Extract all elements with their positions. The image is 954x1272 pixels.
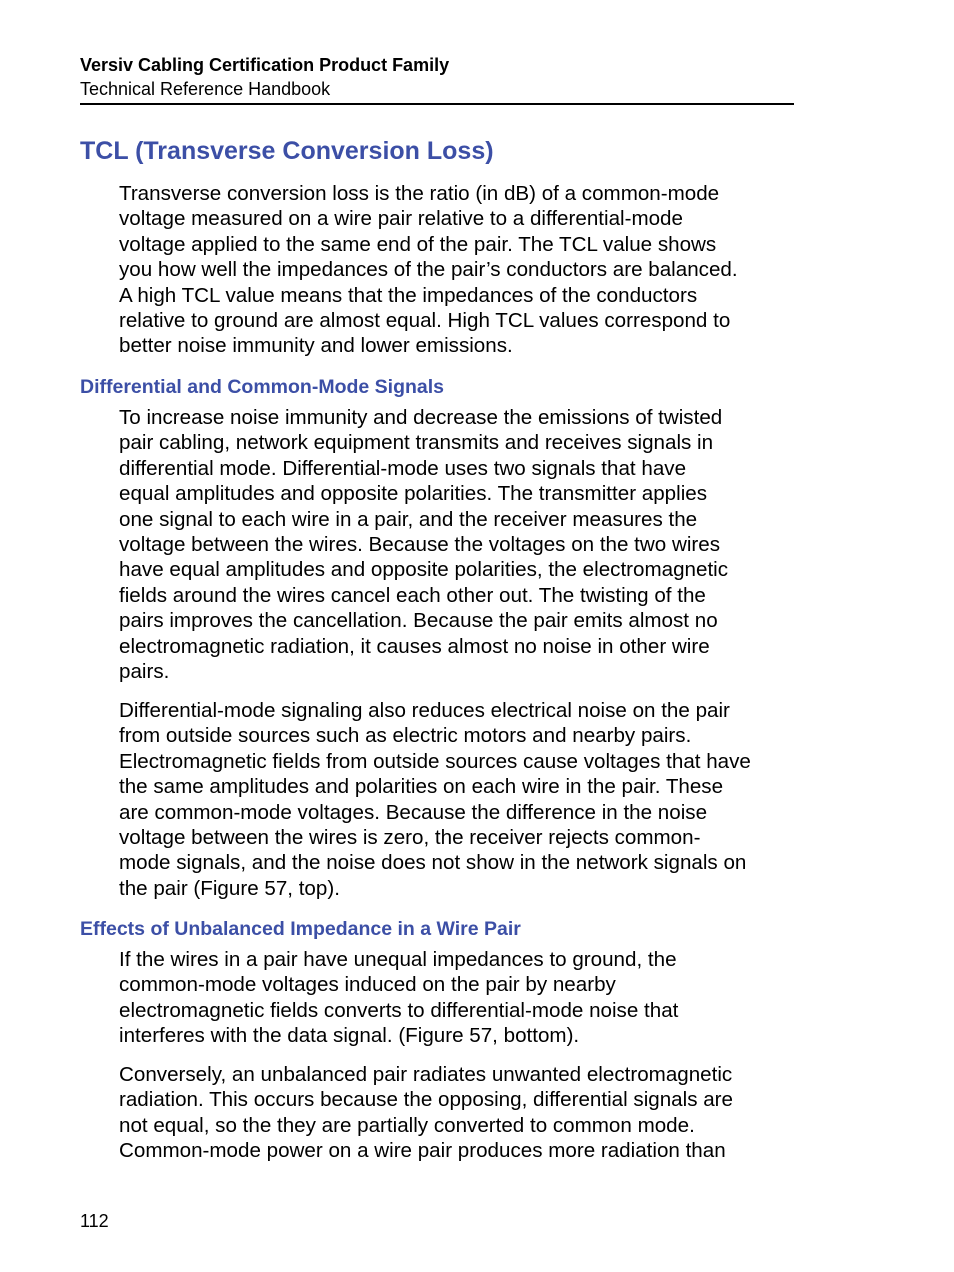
text-line: one signal to each wire in a pair, and the receiver measures the [119, 507, 698, 531]
header-subtitle: Technical Reference Handbook [80, 79, 331, 99]
text-line: Differential-mode signaling also reduces electrical noise on the pair [119, 699, 730, 722]
text-line: pairs. [119, 660, 170, 684]
text-line: Common-mode power on a wire pair produces more radiation than [119, 1139, 726, 1163]
text-line: A high TCL value means that the impedances of the conductors [119, 283, 698, 307]
text-line: voltage measured on a wire pair relative to a differential-mode [119, 207, 683, 231]
section-title: TCL (Transverse Conversion Loss) [80, 137, 494, 165]
running-header [80, 53, 794, 105]
page-number: 112 [80, 1211, 109, 1231]
subsection-heading-unbalanced: Effects of Unbalanced Impedance in a Wire Pair [80, 918, 521, 940]
text-line: the pair (Figure 57, top). [119, 876, 340, 900]
intro-paragraph [119, 181, 795, 359]
text-line: Electromagnetic fields from outside sources cause voltages that have [119, 749, 751, 773]
subsection-heading-differential: Differential and Common-Mode Signals [80, 376, 445, 398]
text-line: To increase noise immunity and decrease the emissions of twisted [119, 406, 723, 429]
text-line: from outside sources such as electric motors and nearby pairs. [119, 724, 692, 748]
unbalanced-paragraph-2 [119, 1062, 795, 1164]
text-line: pair cabling, network equipment transmits and receives signals in [119, 431, 714, 455]
text-line: pairs improves the cancellation. Because the pair emits almost no [119, 609, 718, 633]
text-line: electromagnetic radiation, it causes almost no noise in other wire [119, 634, 710, 658]
text-line: voltage applied to the same end of the pair. The TCL value shows [119, 232, 717, 256]
text-line: If the wires in a pair have unequal impedances to ground, the [119, 948, 677, 971]
text-line: relative to ground are almost equal. High TCL values correspond to [119, 309, 731, 333]
text-line: are common-mode voltages. Because the difference in the noise [119, 800, 708, 824]
text-line: fields around the wires cancel each other out. The twisting of the [119, 583, 706, 607]
text-line: Transverse conversion loss is the ratio (in dB) of a common-mode [119, 182, 720, 205]
text-line: you how well the impedances of the pair’s conductors are balanced. [119, 258, 738, 282]
text-line: mode signals, and the noise does not show in the network signals on [119, 851, 747, 875]
text-line: common-mode voltages induced on the pair by nearby [119, 973, 616, 997]
text-line: radiation. This occurs because the opposing, differential signals are [119, 1088, 733, 1112]
text-line: differential mode. Differential-mode uses two signals that have [119, 456, 687, 480]
text-line: the same amplitudes and polarities on each wire in the pair. These [119, 775, 724, 799]
text-line: equal amplitudes and opposite polarities. The transmitter applies [119, 482, 708, 506]
text-line: better noise immunity and lower emissions. [119, 334, 513, 358]
unbalanced-paragraph-1 [119, 947, 795, 1049]
text-line: Conversely, an unbalanced pair radiates unwanted electromagnetic [119, 1063, 733, 1086]
text-line: electromagnetic fields converts to differential-mode noise that [119, 998, 679, 1022]
text-line: interferes with the data signal. (Figure 57, bottom). [119, 1024, 580, 1048]
text-line: voltage between the wires. Because the voltages on the two wires [119, 533, 720, 557]
text-line: have equal amplitudes and opposite polarities, the electromagnetic [119, 558, 729, 582]
text-line: voltage between the wires is zero, the receiver rejects common- [119, 826, 701, 850]
header-title: Versiv Cabling Certification Product Family [80, 55, 450, 75]
text-line: not equal, so the they are partially converted to common mode. [119, 1113, 695, 1137]
differential-paragraph-2 [119, 698, 795, 901]
differential-paragraph-1 [119, 405, 795, 684]
